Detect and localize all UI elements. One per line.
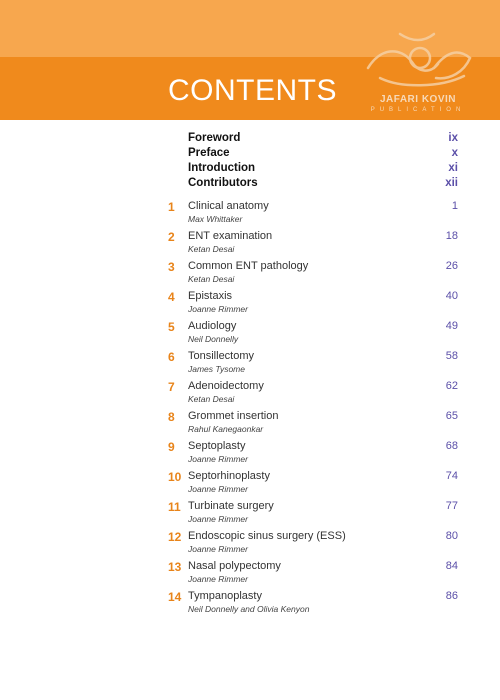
chapter-title: Clinical anatomy (188, 200, 269, 212)
chapter-item[interactable] (168, 410, 458, 440)
chapter-author: Joanne Rimmer (188, 454, 248, 464)
front-matter-label: Preface (188, 147, 230, 159)
chapter-author: Rahul Kanegaonkar (188, 424, 264, 434)
chapter-author: Ketan Desai (188, 274, 235, 284)
chapter-page: 40 (445, 290, 458, 302)
chapter-page: 84 (445, 560, 458, 572)
chapter-title: Endoscopic sinus surgery (ESS) (188, 530, 346, 542)
chapter-title: Tonsillectomy (188, 350, 255, 362)
chapter-item[interactable] (168, 440, 458, 470)
front-matter-item[interactable] (188, 132, 458, 147)
chapter-author: Joanne Rimmer (188, 514, 248, 524)
chapter-number: 11 (168, 500, 181, 514)
chapter-author: James Tysome (188, 364, 245, 374)
chapter-item[interactable] (168, 350, 458, 380)
chapter-item[interactable] (168, 590, 458, 620)
chapter-number: 10 (168, 470, 182, 484)
front-matter-item[interactable] (188, 162, 458, 177)
chapter-title: Nasal polypectomy (188, 560, 281, 572)
chapter-author: Neil Donnelly and Olivia Kenyon (188, 604, 310, 614)
chapter-item[interactable] (168, 200, 458, 230)
front-matter-label: Foreword (188, 132, 241, 144)
chapter-item[interactable] (168, 530, 458, 560)
chapter-author: Joanne Rimmer (188, 304, 248, 314)
chapter-number: 2 (168, 230, 175, 244)
front-matter-item[interactable] (188, 147, 458, 162)
chapter-item[interactable] (168, 560, 458, 590)
chapter-item[interactable] (168, 500, 458, 530)
chapter-number: 9 (168, 440, 175, 454)
chapter-title: Tympanoplasty (188, 590, 262, 602)
chapter-page: 62 (445, 380, 458, 392)
chapter-number: 14 (168, 590, 182, 604)
front-matter-page: xi (448, 162, 458, 174)
chapter-author: Ketan Desai (188, 394, 235, 404)
chapter-title: Septoplasty (188, 440, 246, 452)
logo-name: JAFARI KOVIN (379, 94, 456, 105)
chapter-page: 65 (445, 410, 458, 422)
logo-subtitle: PUBLICATION (370, 107, 466, 113)
chapter-number: 13 (168, 560, 182, 574)
chapter-author: Neil Donnelly (188, 334, 239, 344)
front-matter-page: x (451, 147, 458, 159)
chapter-number: 4 (168, 290, 175, 304)
chapter-number: 3 (168, 260, 175, 274)
chapter-number: 6 (168, 350, 175, 364)
front-matter-page: ix (448, 132, 458, 144)
chapter-title: Audiology (188, 320, 237, 332)
chapter-page: 58 (445, 350, 458, 362)
front-matter-item[interactable] (188, 177, 458, 192)
front-matter-label: Contributors (188, 177, 258, 189)
front-matter-label: Introduction (188, 162, 256, 174)
chapter-page: 18 (445, 230, 458, 242)
chapter-item[interactable] (168, 290, 458, 320)
chapter-page: 86 (445, 590, 458, 602)
chapter-page: 74 (445, 470, 458, 482)
chapter-author: Joanne Rimmer (188, 544, 248, 554)
chapter-page: 49 (445, 320, 458, 332)
chapter-number: 12 (168, 530, 182, 544)
chapter-title: Turbinate surgery (188, 500, 274, 512)
chapter-number: 1 (168, 200, 175, 214)
chapter-item[interactable] (168, 230, 458, 260)
chapter-page: 80 (445, 530, 458, 542)
chapter-title: Grommet insertion (188, 410, 279, 422)
page-title: CONTENTS (168, 74, 337, 107)
chapter-title: Septorhinoplasty (188, 470, 270, 482)
chapter-item[interactable] (168, 380, 458, 410)
chapter-title: ENT examination (188, 230, 273, 242)
chapter-title: Adenoidectomy (188, 380, 264, 392)
logo-emblem-icon (360, 28, 476, 94)
chapter-title: Epistaxis (188, 290, 233, 302)
chapter-page: 77 (445, 500, 458, 512)
publisher-logo (352, 28, 484, 120)
front-matter-page: xii (445, 177, 458, 189)
chapter-author: Max Whittaker (188, 214, 243, 224)
chapter-author: Joanne Rimmer (188, 574, 248, 584)
chapter-page: 26 (445, 260, 458, 272)
chapter-number: 8 (168, 410, 175, 424)
chapter-title: Common ENT pathology (188, 260, 309, 272)
chapter-author: Joanne Rimmer (188, 484, 248, 494)
chapter-number: 5 (168, 320, 175, 334)
chapter-number: 7 (168, 380, 175, 394)
chapter-item[interactable] (168, 320, 458, 350)
chapter-page: 68 (445, 440, 458, 452)
chapter-page: 1 (451, 200, 458, 212)
chapter-author: Ketan Desai (188, 244, 235, 254)
chapter-item[interactable] (168, 470, 458, 500)
chapter-item[interactable] (168, 260, 458, 290)
